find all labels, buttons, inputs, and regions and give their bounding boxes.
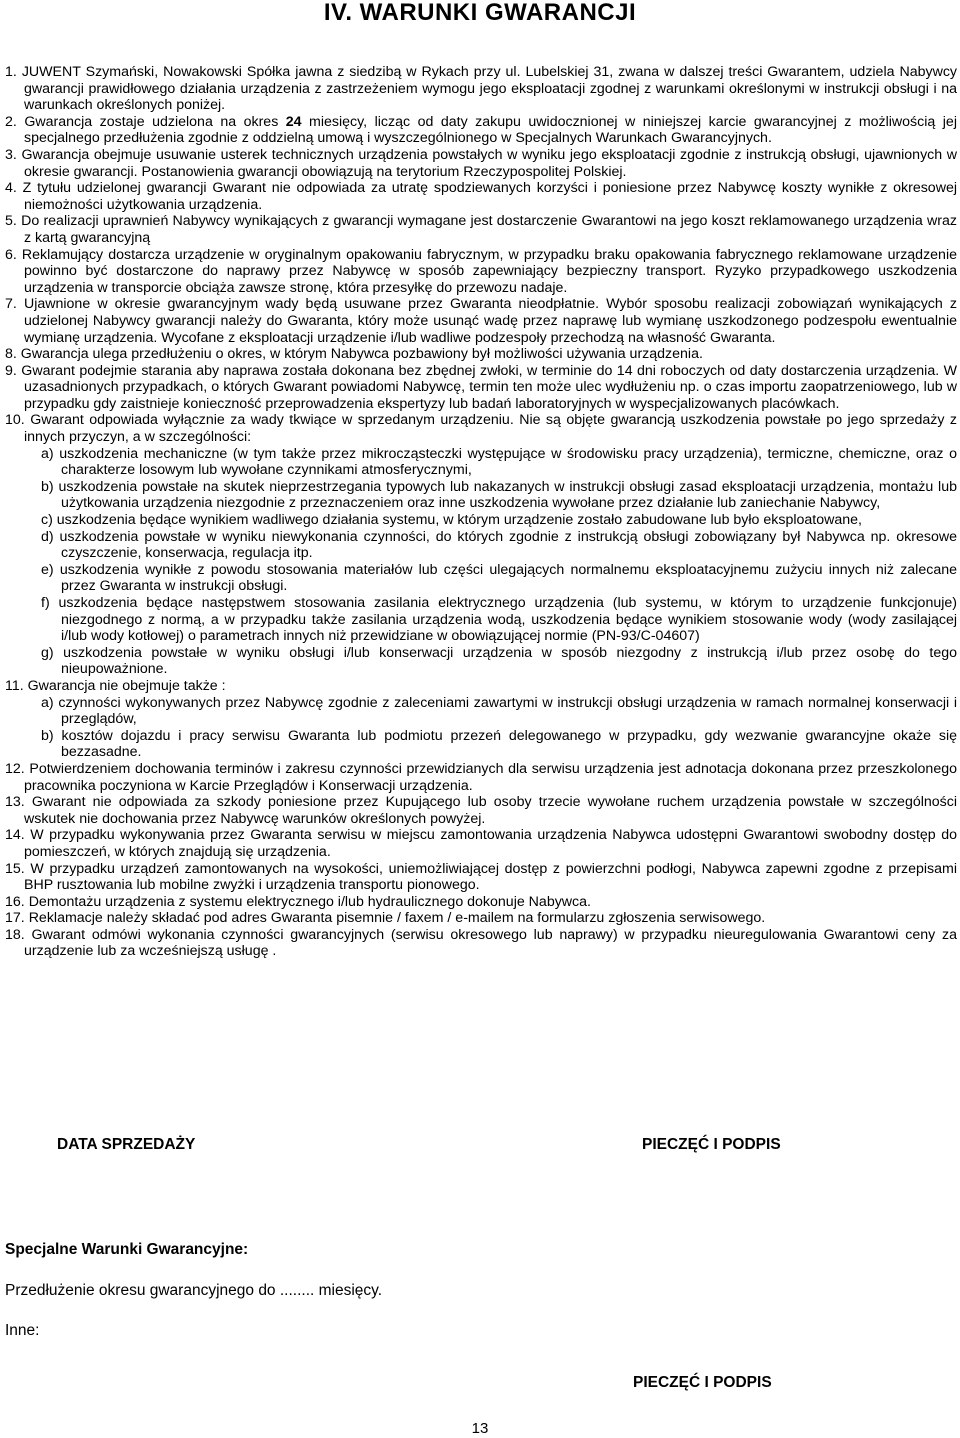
- clause-4: [5, 180, 957, 213]
- stamp-signature-label: PIECZĘĆ I PODPIS: [642, 1136, 781, 1153]
- clause-10-item-c: [41, 512, 957, 529]
- clause-number: 13.: [5, 794, 25, 811]
- clause-text: Reklamacje należy składać pod adres Gwaranta pisemnie / faxem / e-mailem na formularzu zgłoszenia serwisowego.: [28, 910, 766, 927]
- item-text: uszkodzenia powstałe na skutek nieprzestrzegania typowych lub nakazanych w instrukcji obsługi zasad eksploatacji urządzenia, montażu lub użytkowania urządzenia niezgodnie z przeznaczeniem oraz inne uszkodzenia wywołane przez działanie lub zaniechanie Nabywcy,: [58, 478, 957, 512]
- item-text: uszkodzenia będące wynikiem wadliwego działania systemu, w którym urządzenie zostało zabudowane lub było eksploatowane,: [56, 512, 862, 529]
- item-letter: a): [41, 694, 54, 711]
- clause-number: 5.: [5, 213, 17, 230]
- clause-1: [5, 64, 957, 114]
- clause-number: 11.: [5, 677, 24, 694]
- page-number: 13: [471, 1420, 489, 1437]
- item-letter: b): [41, 727, 54, 744]
- clause-text: Gwarant podejmie starania aby naprawa została dokonana bez zbędnej zwłoki, w terminie do 14 dni roboczych od daty dostarczenia urządzenia. W uzasadnionych przypadkach, o których Gwarant powiadomi Nabywcę, termin ten może ulec wydłużeniu np. o czas importu zaopatrzeniowego, lub w przypadku gdy zaistnieje konieczność przeprowadzenia ekspertyzy lub badań laboratoryjnych w wyspecjalizowanych placówkach.: [21, 362, 957, 412]
- item-text: czynności wykonywanych przez Nabywcę zgodnie z zaleceniami zawartymi w instrukcji obsługi urządzenia w ramach normalnej konserwacji i przeglądów,: [58, 694, 957, 728]
- item-letter: c): [41, 512, 53, 529]
- clause-5: [5, 213, 957, 246]
- clause-number: 18.: [5, 926, 25, 943]
- warranty-extension-line: Przedłużenie okresu gwarancyjnego do ........ miesięcy.: [5, 1282, 383, 1299]
- clause-9: [5, 363, 957, 413]
- clause-16: [5, 894, 957, 911]
- item-text: uszkodzenia powstałe w wyniku niewykonania czynności, do których zgodnie z instrukcją obsługi zobowiązany był Nabywca np. okresowe czyszczenie, konserwacja, regulacja itp.: [59, 528, 957, 562]
- clause-10-item-a: [41, 446, 957, 479]
- item-text: uszkodzenia mechaniczne (w tym także przez mikrocząsteczki występujące w środowisku pracy urządzenia), termiczne, chemiczne, oraz o charakterze losowym lub wywołane czynnikami atmosferycznymi,: [59, 445, 957, 479]
- warranty-months: 24: [285, 113, 302, 130]
- clause-text: Ujawnione w okresie gwarancyjnym wady będą usuwane przez Gwaranta nieodpłatnie. Wybór sposobu realizacji zobowiązań wynikających z udzielonej Nabywcy gwarancji należy do Gwaranta, który może usunąć wadę przez naprawę lub wymianę uszkodzonego podzespołu ewentualnie wymianę urządzenia. Wycofane z eksploatacji urządzenie i/lub wadliwe podzespoły przechodzą na własność Gwaranta.: [23, 296, 957, 346]
- clause-17: [5, 910, 957, 927]
- item-text: kosztów dojazdu i pracy serwisu Gwaranta lub podmiotu przezeń delegowanego w przypadku, gdy wezwanie gwarancyjne okaże się bezzasadne.: [61, 727, 958, 761]
- clause-text-end: miesięcy, licząc od daty zakupu uwidocznionej w niniejszej karcie gwarancyjnej z możliwością jej specjalnego przedłużenia zgodnie z oddzielną umową i wyszczególnionego w Specjalnych Warunkach Gwarancyjnych.: [24, 113, 957, 147]
- item-text: uszkodzenia wynikłe z powodu stosowania materiałów lub części ulegających normalnemu eksploatacyjnemu zużyciu innych niż zalecane przez Gwaranta w instrukcji obsługi.: [59, 561, 957, 595]
- clause-number: 9.: [5, 362, 17, 379]
- clause-text: Z tytułu udzielonej gwarancji Gwarant nie odpowiada za utratę spodziewanych korzyści i poniesione przez Nabywcę koszty wynikłe z okresowej niemożności użytkowania urządzenia.: [22, 180, 957, 213]
- clause-12: [5, 761, 957, 794]
- clause-text: Reklamujący dostarcza urządzenie w oryginalnym opakowaniu fabrycznym, w przypadku braku opakowania fabrycznego reklamowane urządzenie powinno być dostarczone do naprawy przez Nabywcę w sposób zapewniający bezpieczny transport. Ryzyko przypadkowego uszkodzenia urządzenia w transporcie obciąża zawsze stronę, która przesyłkę do przewozu nadaje.: [21, 246, 957, 296]
- clause-2: [5, 114, 957, 147]
- clause-number: 10.: [5, 412, 25, 429]
- other-conditions-label: Inne:: [5, 1322, 40, 1339]
- clause-text: [24, 114, 957, 147]
- clause-number: 8.: [5, 346, 17, 363]
- clause-10: [5, 412, 957, 445]
- item-letter: b): [41, 478, 54, 495]
- clause-text: Gwarancja ulega przedłużeniu o okres, w którym Nabywca pozbawiony był możliwości używania urządzenia.: [20, 346, 703, 363]
- clause-13: [5, 794, 957, 827]
- clause-text: Gwarancja obejmuje usuwanie usterek technicznych urządzenia powstałych w wyniku jego eksploatacji zgodnie z instrukcją obsługi, ujawnionych w okresie gwarancji. Postanowienia gwarancji obowiązują na terytorium Rzeczypospolitej Polskiej.: [21, 146, 957, 180]
- clause-number: 7.: [5, 296, 17, 313]
- clause-text: Gwarant odpowiada wyłącznie za wady tkwiące w sprzedanym urządzeniu. Nie są objęte gwarancją uszkodzenia powstałe po jego sprzedaży z innych przyczyn, a w szczególności:: [24, 412, 957, 446]
- clause-11-item-a: [41, 695, 957, 728]
- item-text: uszkodzenia będące następstwem stosowania zasilania elektrycznego urządzenia (lub systemu, w którym to urządzenie funkcjonuje) niezgodnego z normą, a w przypadku także zasilania urządzenia wodą, uszkodzenia będące wynikiem stosowanie wody (wody zasilającej i/lub wody kotłowej) o parametrach innych niż przewidziane w obowiązującej normie (PN-93/C-04607): [58, 595, 957, 645]
- sale-date-label: DATA SPRZEDAŻY: [57, 1136, 196, 1153]
- clause-number: 16.: [5, 893, 25, 910]
- clause-10-item-e: [41, 562, 957, 595]
- clause-text: Gwarant nie odpowiada za szkody poniesione przez Kupującego lub osoby trzecie wywołane ruchem urządzenia powstałe w szczególności wskutek nie dochowania przez Nabywcę warunków określonych powyżej.: [24, 794, 957, 827]
- clause-number: 14.: [5, 827, 25, 844]
- clause-18: [5, 927, 957, 960]
- clause-text: Do realizacji uprawnień Nabywcy wynikających z gwarancji wymagane jest dostarczenie Gwarantowi na jego koszt reklamowanego urządzenia wraz z kartą gwarancyjną: [21, 213, 957, 246]
- clause-3: [5, 147, 957, 180]
- special-stamp-signature-label: PIECZĘĆ I PODPIS: [633, 1374, 772, 1391]
- clause-6: [5, 247, 957, 297]
- item-letter: a): [41, 445, 54, 462]
- clause-number: 3.: [5, 146, 17, 163]
- clause-number: 15.: [5, 860, 25, 877]
- item-letter: d): [41, 528, 54, 545]
- page-title: IV. WARUNKI GWARANCJI: [323, 0, 637, 26]
- clause-10-item-f: [41, 595, 957, 645]
- clause-number: 17.: [5, 910, 25, 927]
- clause-10-item-g: [41, 645, 957, 678]
- clause-10-item-b: [41, 479, 957, 512]
- item-letter: e): [41, 561, 54, 578]
- clause-11-item-b: [41, 728, 957, 761]
- clause-number: 1.: [5, 64, 17, 80]
- clause-text: Demontażu urządzenia z systemu elektrycznego i/lub hydraulicznego dokonuje Nabywca.: [28, 893, 591, 910]
- clause-number: 4.: [5, 180, 17, 197]
- clause-8: [5, 346, 957, 363]
- item-letter: f): [41, 595, 50, 611]
- clause-11: [5, 678, 957, 695]
- clause-text-start: Gwarancja zostaje udzielona na okres: [24, 113, 286, 130]
- clause-14: [5, 827, 957, 860]
- clause-text: Potwierdzeniem dochowania terminów i zakresu czynności przewidzianych dla serwisu urządzenia jest adnotacja dokonana przez przeszkolonego pracownika poczyniona w Karcie Przeglądów i Konserwacji urządzenia.: [24, 760, 957, 794]
- clause-10-item-d: [41, 529, 957, 562]
- clause-number: 2.: [5, 113, 17, 130]
- item-letter: g): [41, 644, 54, 661]
- clause-number: 6.: [5, 246, 17, 263]
- special-conditions-title: Specjalne Warunki Gwarancyjne:: [5, 1241, 249, 1258]
- clause-7: [5, 296, 957, 346]
- clause-text: JUWENT Szymański, Nowakowski Spółka jawna z siedzibą w Rykach przy ul. Lubelskiej 31, zwana w dalszej treści Gwarantem, udziela Nabywcy gwarancji prawidłowego działania urządzenia z zastrzeżeniem wymogu jego eksploatacji zgodnej z warunkami określonymi w instrukcji obsługi i na warunkach określonych poniżej.: [21, 64, 958, 114]
- clause-text: W przypadku urządzeń zamontowanych na wysokości, uniemożliwiającej dostęp z powierzchni podłogi, Nabywca zapewni zgodne z przepisami BHP rusztowania lub mobilne zwyżki i urządzenia transportu pionowego.: [24, 860, 957, 894]
- clause-text: Gwarant odmówi wykonania czynności gwarancyjnych (serwisu okresowego lub naprawy) w przypadku nieuregulowania Gwarantowi ceny za urządzenie lub za wcześniejszą usługę .: [24, 926, 957, 960]
- item-text: uszkodzenia powstałe w wyniku obsługi i/lub konserwacji urządzenia w sposób niezgodny z instrukcją i/lub przez osobę do tego nieupoważnione.: [61, 644, 957, 678]
- clause-15: [5, 861, 957, 894]
- warranty-clauses: [5, 64, 957, 960]
- clause-text: Gwarancja nie obejmuje także :: [27, 677, 226, 694]
- clause-number: 12.: [5, 760, 25, 777]
- clause-text: W przypadku wykonywania przez Gwaranta serwisu w miejscu zamontowania urządzenia Nabywca udostępni Gwarantowi swobodny dostęp do pomieszczeń, w których znajdują się urządzenia.: [24, 827, 957, 860]
